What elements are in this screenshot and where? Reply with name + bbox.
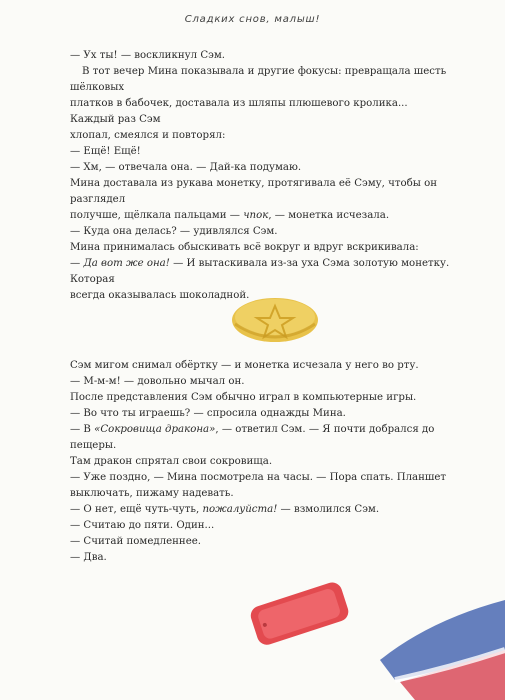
chocolate-coin-illustration [220,290,330,350]
paragraph: всегда оказывалась шоколадной. [70,290,250,301]
paragraph: — Считай помедленнее. [70,536,202,547]
running-head: Сладких снов, малыш! [184,14,321,25]
paragraph: — Ещё! Ещё! [70,146,141,157]
paragraph: — В «Сокровища дракона», — ответил Сэм. — Я почти добрался до пещеры. [70,424,435,451]
paragraph: После представления Сэм обычно играл в компьютерные игры. [70,392,417,403]
bottom-text-block [70,358,450,566]
paragraph: Там дракон спрятал свои сокровища. [70,456,273,467]
paragraph: — Уже поздно, — Мина посмотрела на часы. — Пора спать. Планшет [70,472,447,483]
paragraph: хлопал, смеялся и повторял: [70,130,226,141]
paragraph: Мина доставала из рукава монетку, протягивала её Сэму, чтобы он разглядел [70,178,438,205]
paragraph: — М-м-м! — довольно мычал он. [70,376,245,387]
flag-watercolor-illustration [360,590,505,700]
paragraph: — Считаю до пяти. Один... [70,520,215,531]
paragraph: — Да вот же она! — И вытаскивала из-за уха Сэма золотую монетку. Которая [70,258,450,285]
paragraph: — Во что ты играешь? — спросила однажды Мина. [70,408,346,419]
paragraph: — Хм, — отвечала она. — Дай-ка подумаю. [70,162,302,173]
paragraph: Мина принималась обыскивать всё вокруг и вдруг вскрикивала: [70,242,419,253]
paragraph: — Два. [70,552,107,563]
top-text-block [70,48,450,304]
paragraph: выключать, пижаму надевать. [70,488,234,499]
paragraph: Сэм мигом снимал обёртку — и монетка исчезала у него во рту. [70,360,419,371]
paragraph: платков в бабочек, доставала из шляпы плюшевого кролика... Каждый раз Сэм [70,98,408,125]
paragraph: получше, щёлкала пальцами — чпок, — монетка исчезала. [70,210,390,221]
paragraph: — Ух ты! — воскликнул Сэм. [70,50,226,61]
paragraph: В тот вечер Мина показывала и другие фокусы: превращала шесть шёлковых [70,66,447,93]
paragraph: — О нет, ещё чуть-чуть, пожалуйста! — взмолился Сэм. [70,504,380,515]
tablet-illustration [236,575,366,645]
paragraph: — Куда она делась? — удивлялся Сэм. [70,226,278,237]
